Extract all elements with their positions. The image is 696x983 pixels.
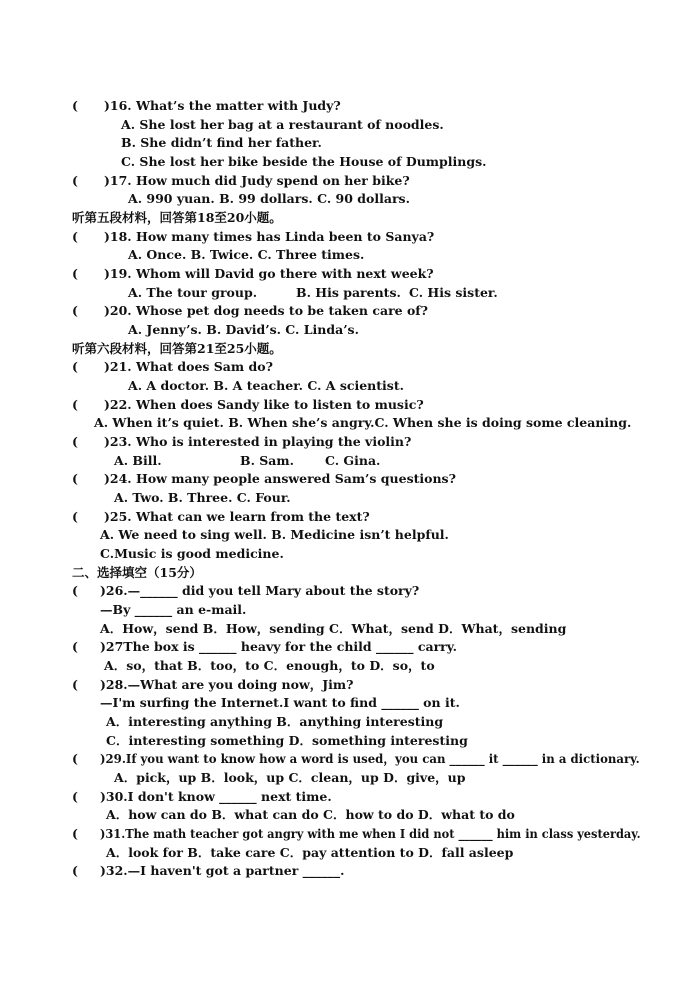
options-29: A．pick，up B．look，up C．clean，up D．give，up: [114, 770, 466, 785]
option-23a: A. Bill.: [114, 453, 162, 468]
question-26: )26.—______ did you tell Mary about the story?: [100, 583, 420, 598]
option-25c: C.Music is good medicine.: [100, 546, 284, 561]
question-17: )17. How much did Judy spend on her bike?: [104, 173, 410, 188]
options-24: A. Two. B. Three. C. Four.: [114, 490, 291, 505]
options-30: A．how can do B．what can do C．how to do D．what to do: [106, 807, 515, 822]
question-19: )19. Whom will David go there with next week?: [104, 266, 434, 281]
options-27: A．so，that B．too，to C．enough，to D．so，to: [104, 658, 435, 673]
options-25ab: A. We need to sing well. B. Medicine isn’t helpful.: [100, 527, 449, 542]
answer-paren: (: [72, 98, 78, 113]
question-22: )22. When does Sandy like to listen to music?: [104, 397, 424, 412]
question-25: )25. What can we learn from the text?: [104, 509, 370, 524]
answer-paren: (: [72, 863, 78, 878]
question-16: )16. What’s the matter with Judy?: [104, 98, 341, 113]
question-30: )30.I don't know ______ next time.: [100, 789, 332, 804]
options-18: A. Once. B. Twice. C. Three times.: [128, 247, 365, 262]
option-19c: C. His sister.: [409, 285, 498, 300]
option-19b: B. His parents.: [296, 285, 401, 300]
answer-paren: (: [72, 826, 78, 841]
question-27: )27The box is ______ heavy for the child ______ carry.: [100, 639, 457, 654]
option-16b: B. She didn’t find her father.: [121, 135, 322, 150]
options-28cd: C．interesting something D．something interesting: [106, 733, 468, 748]
question-24: )24. How many people answered Sam’s questions?: [104, 471, 456, 486]
answer-paren: (: [72, 751, 78, 766]
section-6-heading: 听第六段材料，回答第21至25小题。: [72, 341, 282, 356]
answer-paren: (: [72, 583, 78, 598]
options-28ab: A．interesting anything B．anything interesting: [106, 714, 444, 729]
answer-paren: (: [72, 303, 78, 318]
options-20: A. Jenny’s. B. David’s. C. Linda’s.: [128, 322, 359, 337]
answer-paren: (: [72, 229, 78, 244]
question-23: )23. Who is interested in playing the violin?: [104, 434, 412, 449]
question-31: )31.The math teacher got angry with me when I did not ______ him in class yesterday.: [100, 826, 641, 841]
question-20: )20. Whose pet dog needs to be taken care of?: [104, 303, 429, 318]
option-23c: C. Gina.: [325, 453, 381, 468]
question-21: )21. What does Sam do?: [104, 359, 273, 374]
question-29: )29.If you want to know how a word is used，you can ______ it ______ in a dictionary.: [100, 751, 640, 766]
option-19a: A. The tour group.: [128, 285, 258, 300]
options-22: A. When it’s quiet. B. When she’s angry.C. When she is doing some cleaning.: [94, 415, 632, 430]
question-28-reply: —I'm surfing the Internet.I want to find ______ on it.: [100, 695, 460, 710]
options-21: A. A doctor. B. A teacher. C. A scientist.: [128, 378, 404, 393]
option-16c: C. She lost her bike beside the House of Dumplings.: [121, 154, 487, 169]
option-16a: A. She lost her bag at a restaurant of noodles.: [121, 117, 444, 132]
question-28: )28.—What are you doing now，Jim?: [100, 677, 354, 692]
answer-paren: (: [72, 434, 78, 449]
answer-paren: (: [72, 266, 78, 281]
options-17: A. 990 yuan. B. 99 dollars. C. 90 dollars.: [128, 191, 410, 206]
question-32: )32.—I haven't got a partner ______.: [100, 863, 345, 878]
answer-paren: (: [72, 359, 78, 374]
answer-paren: (: [72, 789, 78, 804]
option-23b: B. Sam.: [240, 453, 294, 468]
answer-paren: (: [72, 471, 78, 486]
part-2-heading: 二、选择填空（15分）: [72, 565, 202, 580]
options-26: A．How，send B．How，sending C．What，send D．What，sending: [100, 621, 567, 636]
question-18: )18. How many times has Linda been to Sanya?: [104, 229, 435, 244]
question-26-reply: —By ______ an e-mail.: [100, 602, 247, 617]
options-31: A．look for B．take care C．pay attention to D．fall asleep: [106, 845, 514, 860]
answer-paren: (: [72, 677, 78, 692]
answer-paren: (: [72, 397, 78, 412]
answer-paren: (: [72, 173, 78, 188]
answer-paren: (: [72, 639, 78, 654]
section-5-heading: 听第五段材料，回答第18至20小题。: [72, 210, 282, 225]
answer-paren: (: [72, 509, 78, 524]
